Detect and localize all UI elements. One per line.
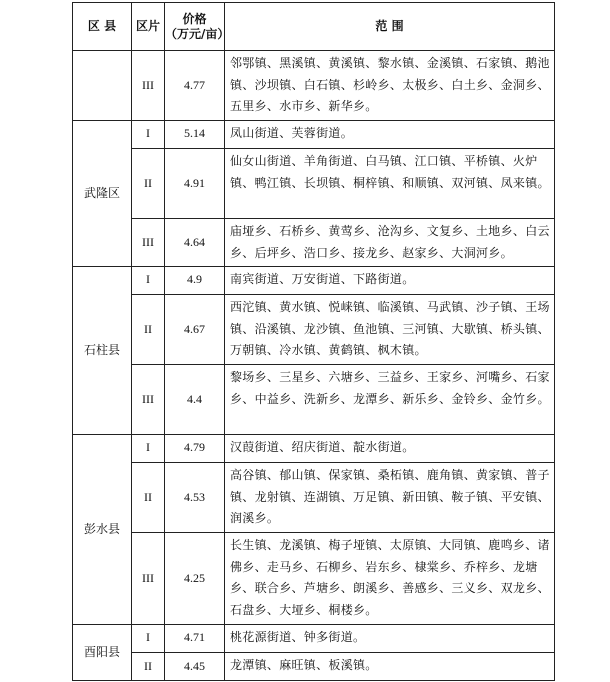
price-cell: 4.53 bbox=[165, 463, 225, 533]
header-district: 区 县 bbox=[73, 3, 132, 51]
table-row bbox=[73, 533, 555, 625]
table-row bbox=[73, 219, 555, 267]
zone-cell: I bbox=[132, 435, 165, 463]
scope-cell: 黎场乡、三星乡、六塘乡、三益乡、王家乡、河嘴乡、石家乡、中益乡、洗新乡、龙潭乡、新乐乡、金铃乡、金竹乡。 bbox=[225, 365, 555, 435]
table-row bbox=[73, 121, 555, 149]
table-row bbox=[73, 463, 555, 533]
zone-cell: III bbox=[132, 219, 165, 267]
zone-cell: I bbox=[132, 121, 165, 149]
price-cell: 4.64 bbox=[165, 219, 225, 267]
district-cell: 武隆区 bbox=[73, 121, 132, 267]
header-price bbox=[165, 3, 230, 51]
land-price-table bbox=[72, 2, 555, 681]
header-zone: 区片 bbox=[132, 3, 165, 51]
table-row bbox=[73, 653, 555, 681]
table-row bbox=[73, 149, 555, 219]
scope-cell: 凤山街道、芙蓉街道。 bbox=[225, 121, 555, 149]
zone-cell: I bbox=[132, 267, 165, 295]
district-cell: 彭水县 bbox=[73, 435, 132, 625]
header-scope: 范 围 bbox=[225, 3, 555, 51]
table-row bbox=[73, 435, 555, 463]
price-cell: 4.91 bbox=[165, 149, 225, 219]
price-cell: 5.14 bbox=[165, 121, 225, 149]
price-cell: 4.79 bbox=[165, 435, 225, 463]
price-cell: 4.9 bbox=[165, 267, 225, 295]
scope-cell: 龙潭镇、麻旺镇、板溪镇。 bbox=[225, 653, 555, 681]
price-cell: 4.45 bbox=[165, 653, 225, 681]
scope-cell: 长生镇、龙溪镇、梅子垭镇、太原镇、大同镇、鹿鸣乡、诸佛乡、走马乡、石柳乡、岩东乡、棣棠乡、乔梓乡、龙塘乡、联合乡、芦塘乡、朗溪乡、善感乡、三义乡、双龙乡、石盘乡、大垭乡、桐楼乡。 bbox=[225, 533, 555, 625]
table-row bbox=[73, 295, 555, 365]
price-cell: 4.77 bbox=[165, 51, 225, 121]
scope-cell: 庙垭乡、石桥乡、黄莺乡、沧沟乡、文复乡、土地乡、白云乡、后坪乡、浩口乡、接龙乡、赵家乡、大洞河乡。 bbox=[225, 219, 555, 267]
zone-cell: II bbox=[132, 149, 165, 219]
header-price-line1: 价格 bbox=[182, 11, 207, 26]
price-cell: 4.4 bbox=[165, 365, 225, 435]
price-cell: 4.67 bbox=[165, 295, 225, 365]
scope-cell: 高谷镇、郁山镇、保家镇、桑柘镇、鹿角镇、黄家镇、普子镇、龙射镇、连湖镇、万足镇、新田镇、鞍子镇、平安镇、润溪乡。 bbox=[225, 463, 555, 533]
header-price-line2: （万元/亩） bbox=[165, 26, 230, 41]
district-cell bbox=[73, 51, 132, 121]
zone-cell: III bbox=[132, 533, 165, 625]
table-row bbox=[73, 267, 555, 295]
zone-cell: III bbox=[132, 51, 165, 121]
scope-cell: 邻鄂镇、黑溪镇、黄溪镇、黎水镇、金溪镇、石家镇、鹅池镇、沙坝镇、白石镇、杉岭乡、太极乡、白土乡、金洞乡、五里乡、水市乡、新华乡。 bbox=[225, 51, 555, 121]
table-row bbox=[73, 365, 555, 435]
header-row bbox=[73, 3, 555, 51]
zone-cell: II bbox=[132, 653, 165, 681]
zone-cell: II bbox=[132, 295, 165, 365]
scope-cell: 仙女山街道、羊角街道、白马镇、江口镇、平桥镇、火炉镇、鸭江镇、长坝镇、桐梓镇、和顺镇、双河镇、凤来镇。 bbox=[225, 149, 555, 219]
table-row bbox=[73, 625, 555, 653]
price-cell: 4.71 bbox=[165, 625, 225, 653]
district-cell: 酉阳县 bbox=[73, 625, 132, 681]
scope-cell: 南宾街道、万安街道、下路街道。 bbox=[225, 267, 555, 295]
table-row bbox=[73, 51, 555, 121]
scope-cell: 桃花源街道、钟多街道。 bbox=[225, 625, 555, 653]
zone-cell: II bbox=[132, 463, 165, 533]
scope-cell: 汉葭街道、绍庆街道、靛水街道。 bbox=[225, 435, 555, 463]
price-cell: 4.25 bbox=[165, 533, 225, 625]
zone-cell: I bbox=[132, 625, 165, 653]
district-cell: 石柱县 bbox=[73, 267, 132, 435]
scope-cell: 西沱镇、黄水镇、悦崃镇、临溪镇、马武镇、沙子镇、王场镇、沿溪镇、龙沙镇、鱼池镇、三河镇、大歇镇、桥头镇、万朝镇、冷水镇、黄鹤镇、枫木镇。 bbox=[225, 295, 555, 365]
zone-cell: III bbox=[132, 365, 165, 435]
